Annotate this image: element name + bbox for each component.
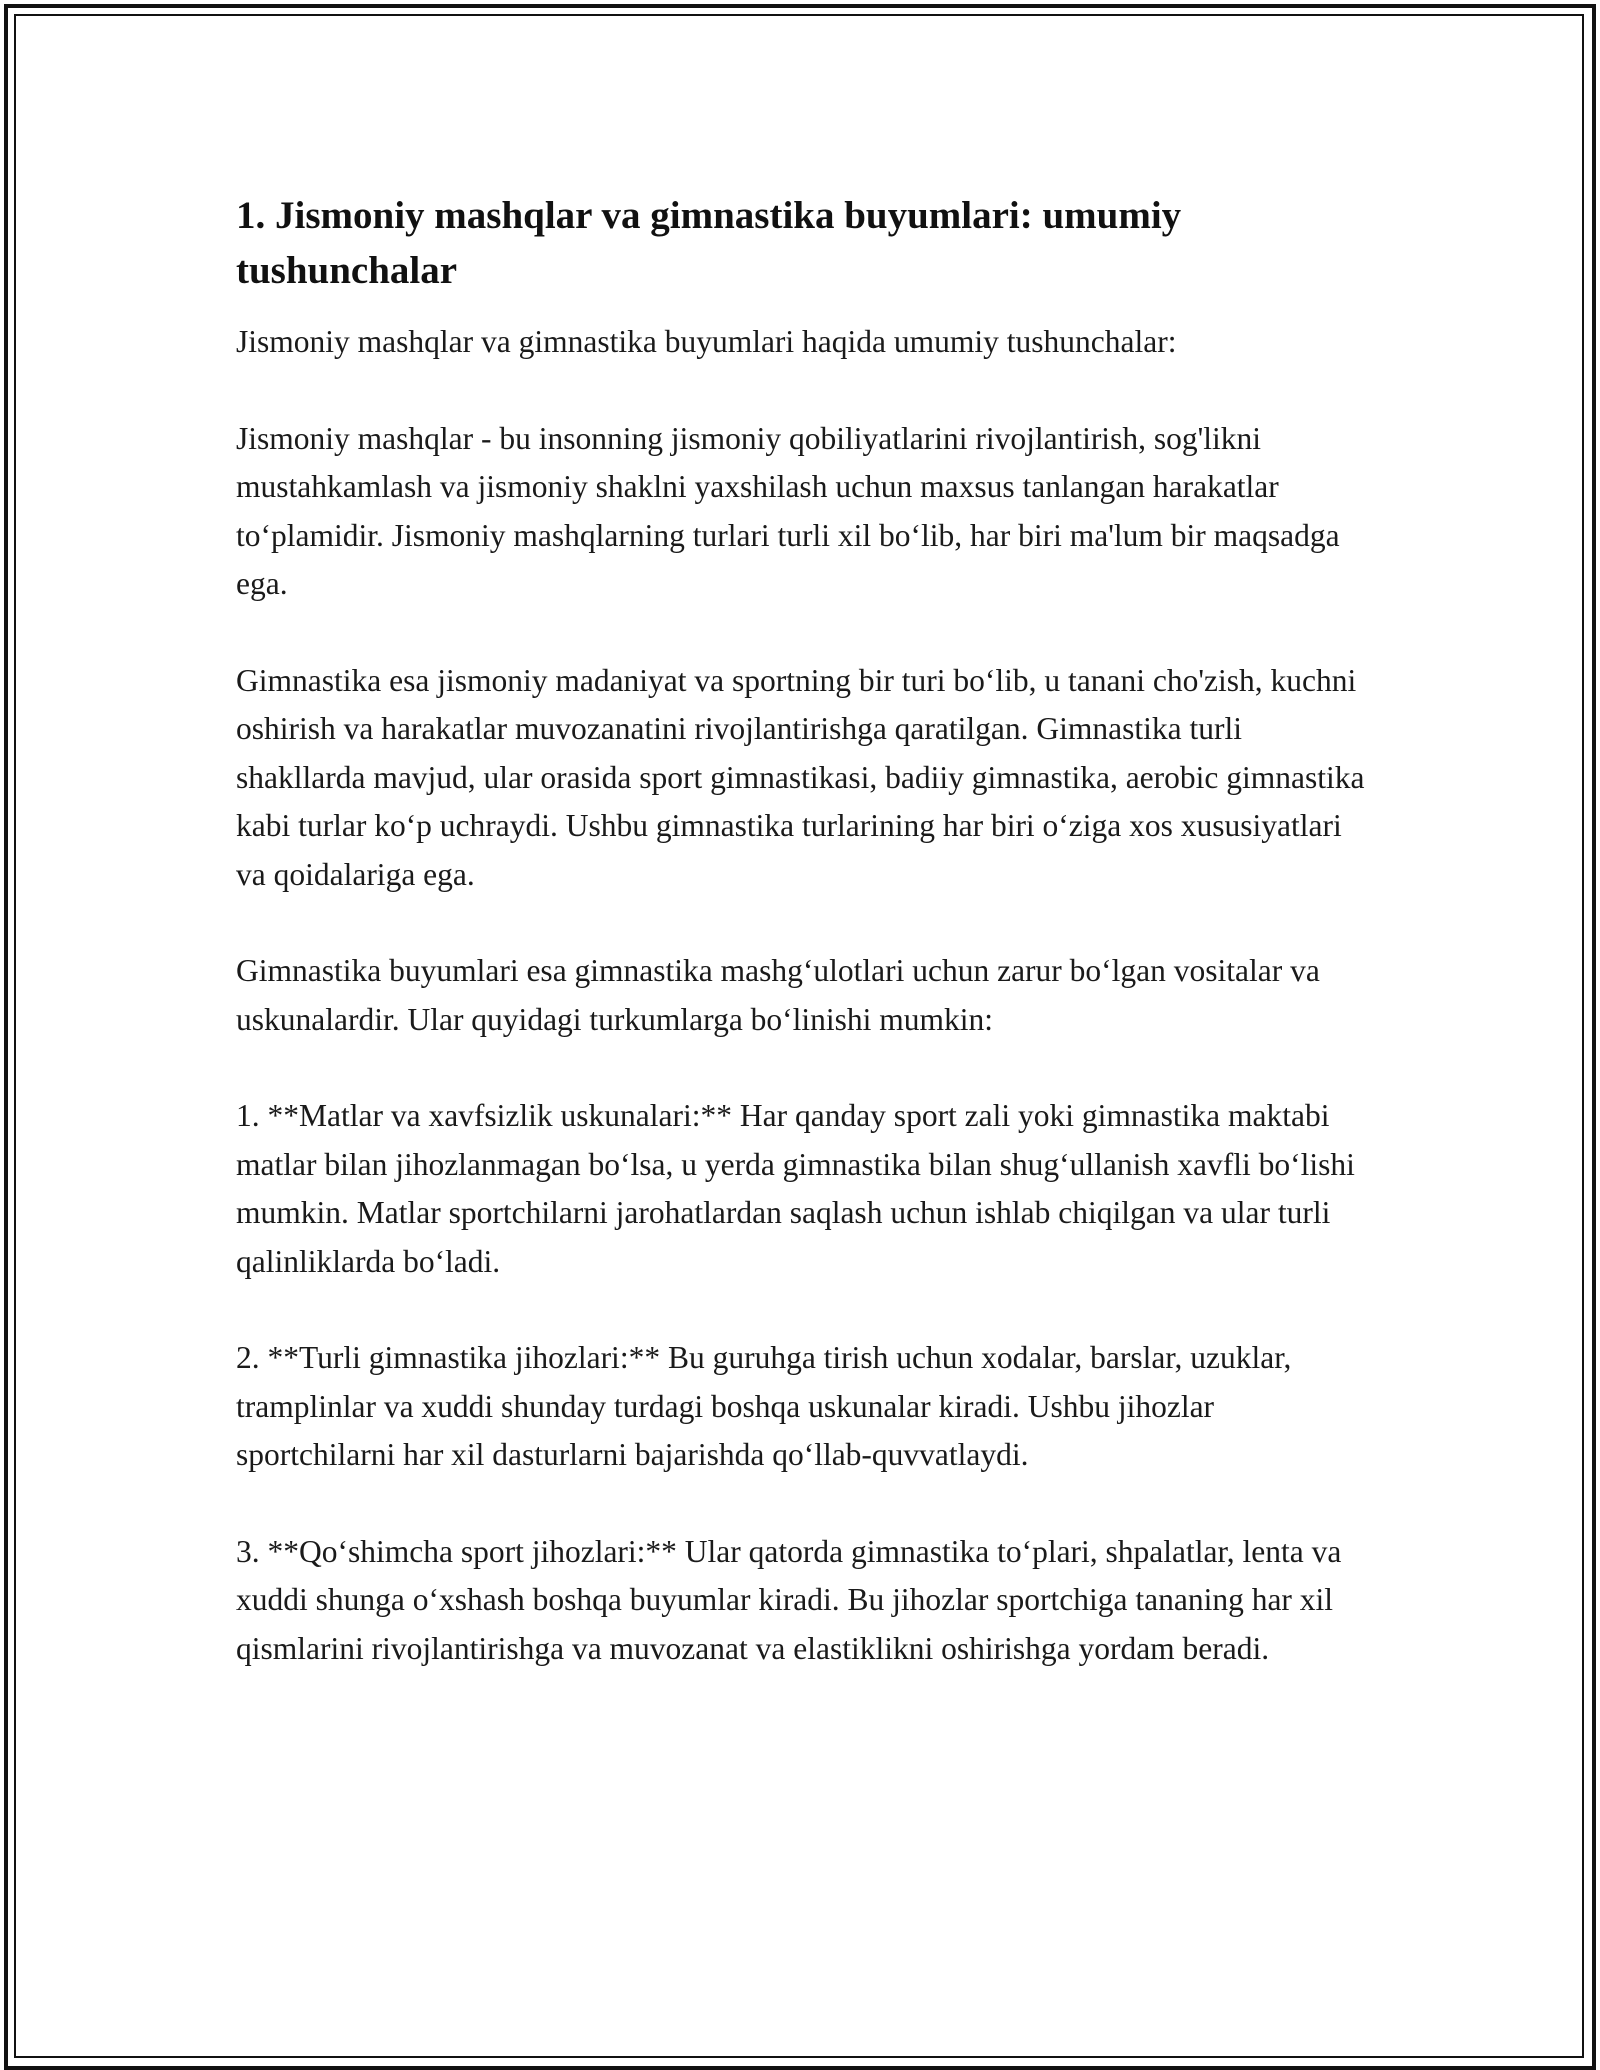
- list-item-apparatus: 2. **Turli gimnastika jihozlari:** Bu guruhga tirish uchun xodalar, barslar, uzuklar, tramplinlar va xuddi shunday turdagi boshqa uskunalar kiradi. Ushbu jihozlar sportchilarni har xil dasturlarni bajarishda qo‘llab-quvvatlaydi.: [236, 1340, 1292, 1472]
- section-title: 1. Jismoniy mashqlar va gimnastika buyumlari: umumiy tushunchalar: [236, 194, 1182, 292]
- paragraph-intro: Jismoniy mashqlar va gimnastika buyumlari haqida umumiy tushunchalar:: [236, 324, 1177, 359]
- document-body: [236, 188, 1368, 1721]
- list-item-additional-equipment: 3. **Qo‘shimcha sport jihozlari:** Ular qatorda gimnastika to‘plari, shpalatlar, lenta va xuddi shunga o‘xshash boshqa buyumlar kiradi. Bu jihozlar sportchiga tananing har xil qismlarini rivojlantirishga va muvozanat va elastiklikni oshirishga yordam beradi.: [236, 1533, 1342, 1666]
- paragraph-gymnastics-definition: Gimnastika esa jismoniy madaniyat va sportning bir turi bo‘lib, u tanani cho'zish, kuchni oshirish va harakatlar muvozanatini rivojlantirishga qaratilgan. Gimnastika turli shakllarda mavjud, ular orasida sport gimnastikasi, badiiy gimnastika, aerobic gimnastika kabi turlar ko‘p uchraydi. Ushbu gimnastika turlarining har biri o‘ziga xos xususiyatlari va qoidalariga ega.: [236, 662, 1365, 892]
- paragraph-equipment-intro: Gimnastika buyumlari esa gimnastika mashg‘ulotlari uchun zarur bo‘lgan vositalar va uskunalardir. Ular quyidagi turkumlarga bo‘linishi mumkin:: [236, 953, 1320, 1037]
- list-item-mats: 1. **Matlar va xavfsizlik uskunalari:** Har qanday sport zali yoki gimnastika maktabi matlar bilan jihozlanmagan bo‘lsa, u yerda gimnastika bilan shug‘ullanish xavfli bo‘lishi mumkin. Matlar sportchilarni jarohatlardan saqlash uchun ishlab chiqilgan va ular turli qalinliklarda bo‘ladi.: [236, 1098, 1355, 1279]
- paragraph-exercises-definition: Jismoniy mashqlar - bu insonning jismoniy qobiliyatlarini rivojlantirish, sog'likni mustahkamlash va jismoniy shaklni yaxshilash uchun maxsus tanlangan harakatlar to‘plamidir. Jismoniy mashqlarning turlari turli xil bo‘lib, har biri ma'lum bir maqsadga ega.: [236, 420, 1340, 601]
